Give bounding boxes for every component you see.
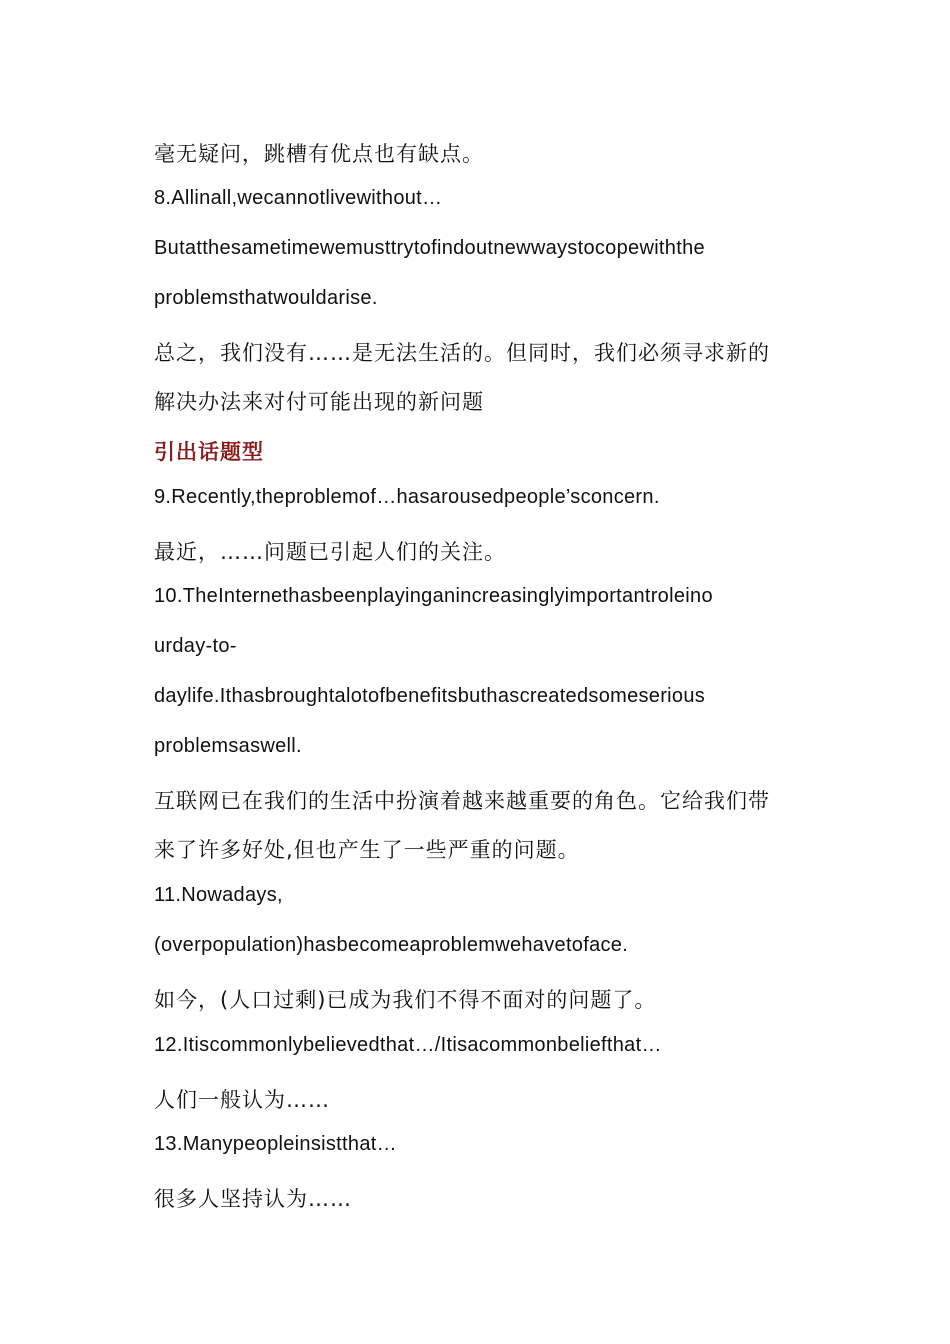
text-line-en: daylife.Ithasbroughtalotofbenefitsbuthascreatedsomeserious [154,685,706,707]
text-line-zh: 解决办法来对付可能出现的新问题 [154,390,484,414]
text-line-en: 10.TheInternethasbeenplayinganincreasinglyimportantroleino [154,585,713,607]
section-heading: 引出话题型 [154,440,264,464]
text-line-en: 8.Allinall,wecannotlivewithout… [154,187,443,209]
text-line-en: 12.Itiscommonlybelievedthat…/Itisacommonbeliefthat… [154,1034,662,1056]
text-line-en: (overpopulation)hasbecomeaproblemwehavetoface. [154,934,629,956]
text-line-en: 13.Manypeopleinsistthat… [154,1133,397,1155]
text-line-zh: 很多人坚持认为…… [154,1187,352,1211]
text-line-en: 9.Recently,theproblemof…hasarousedpeople’sconcern. [154,486,660,508]
text-line-en: urday-to- [154,635,237,657]
text-line-en: problemsaswell. [154,735,302,757]
text-line-zh: 最近，……问题已引起人们的关注。 [154,540,506,564]
text-line-zh: 来了许多好处,但也产生了一些严重的问题。 [154,838,580,862]
text-line-en: problemsthatwouldarise. [154,287,378,309]
text-line-zh: 毫无疑问，跳槽有优点也有缺点。 [154,142,484,166]
text-line-zh: 如今，(人口过剩)已成为我们不得不面对的问题了。 [154,988,657,1012]
text-line-zh: 人们一般认为…… [154,1088,330,1112]
text-line-zh: 总之，我们没有……是无法生活的。但同时，我们必须寻求新的 [154,341,770,365]
text-line-zh: 互联网已在我们的生活中扮演着越来越重要的角色。它给我们带 [154,789,770,813]
text-line-en: 11.Nowadays, [154,884,283,906]
text-line-en: Butatthesametimewemusttrytofindoutnewwaystocopewiththe [154,237,705,259]
